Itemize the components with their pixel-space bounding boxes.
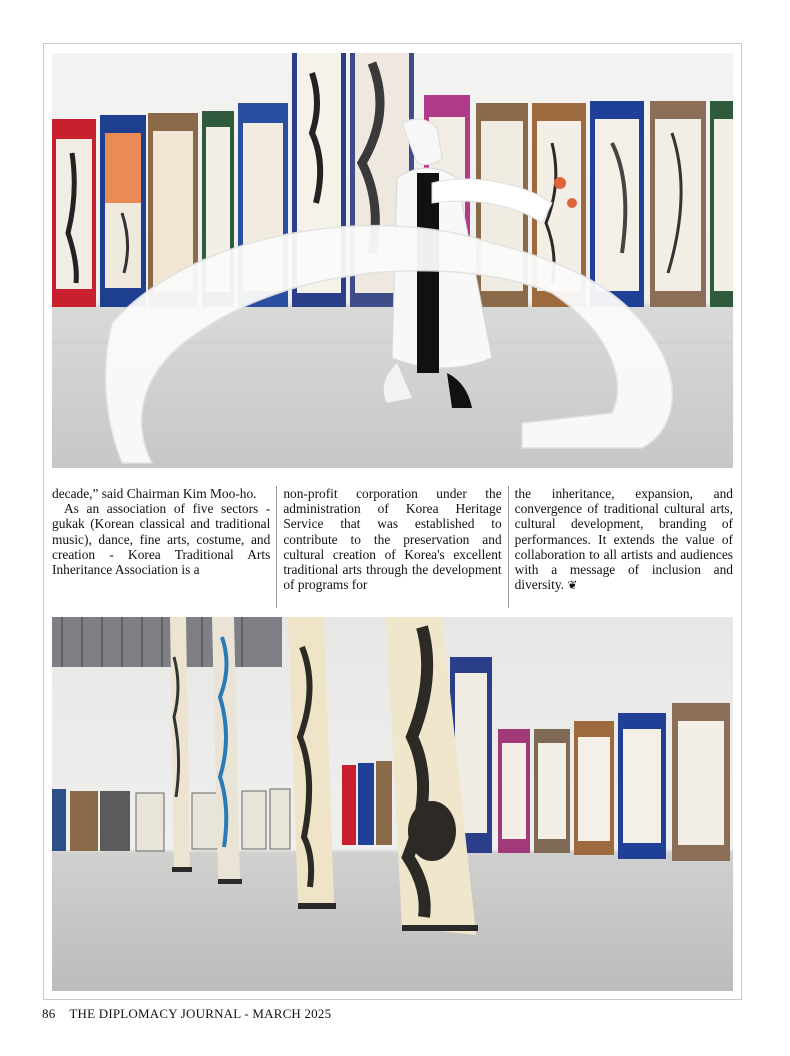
article-column-3 <box>508 486 733 608</box>
publication-title: THE DIPLOMACY JOURNAL - MARCH 2025 <box>69 1006 332 1021</box>
end-mark-icon: ❦ <box>567 578 578 593</box>
article-column-1 <box>52 486 276 608</box>
performance-photo <box>52 53 733 468</box>
page-footer <box>42 1006 345 1022</box>
tall-banners <box>170 617 476 935</box>
article-body <box>52 486 733 608</box>
paragraph: As an association of five sectors - gukak (Korean classical and traditional music), dance, fine arts, costume, and creation - Korea Traditional Arts Inheritance Association is a <box>52 501 271 578</box>
paragraph <box>515 486 733 593</box>
article-column-2 <box>276 486 507 608</box>
paragraph: decade,” said Chairman Kim Moo-ho. <box>52 486 257 501</box>
exhibition-illustration <box>52 617 733 991</box>
page-number: 86 <box>42 1006 56 1021</box>
exhibition-photo <box>52 617 733 991</box>
paragraph: non-profit corporation under the administration of Korea Heritage Service that was established to contribute to the preservation and cultural creation of Korea's excellent traditional arts through the development of programs for <box>283 486 502 593</box>
performance-illustration <box>52 53 733 468</box>
paragraph-text: the inheritance, expansion, and convergence of traditional cultural arts, cultural development, branding of performances. It extends the value of collaboration to all artists and audiences with a message of inclusion and diversity. <box>514 486 733 593</box>
